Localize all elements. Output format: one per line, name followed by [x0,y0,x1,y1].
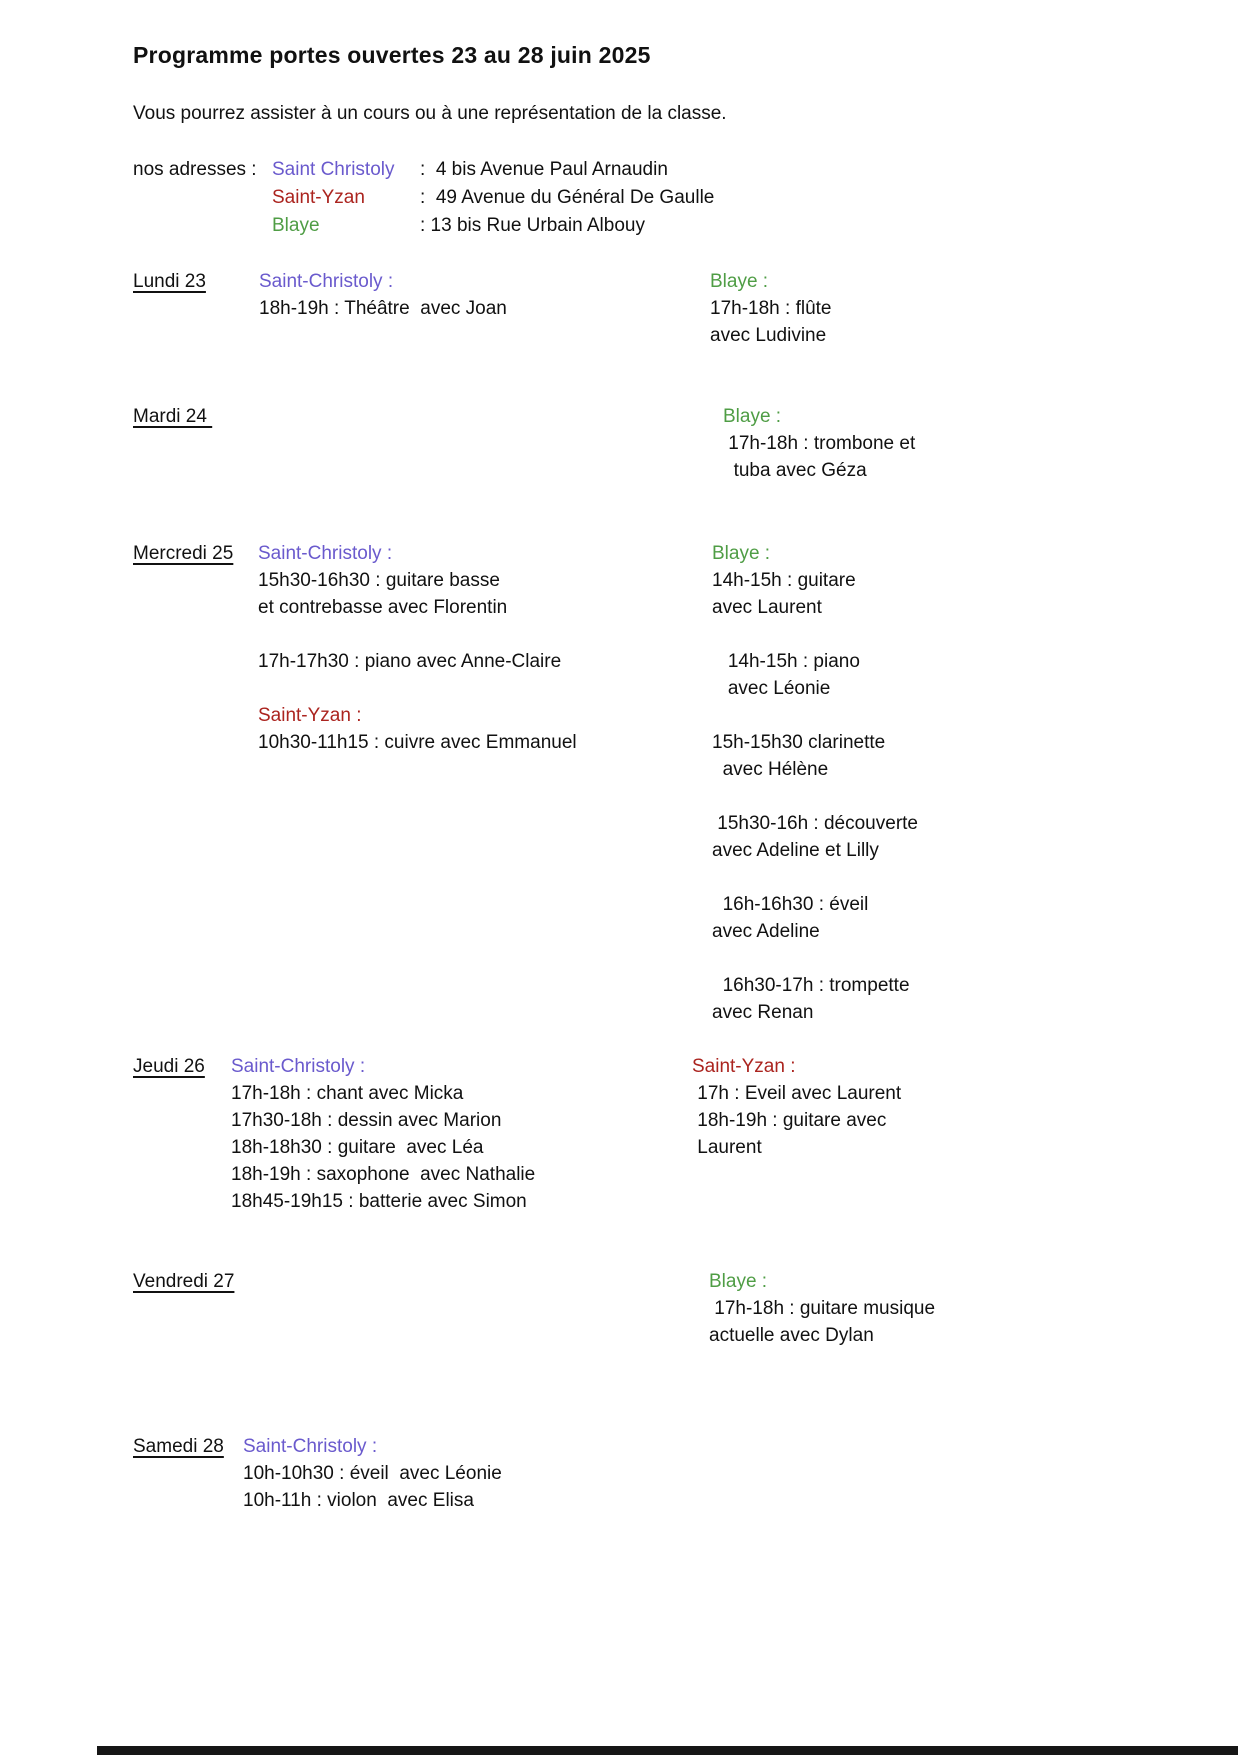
day-label: Vendredi 27 [133,1271,235,1292]
day-label: Lundi 23 [133,271,206,292]
site-label: Blaye : [723,406,782,427]
schedule-line: 10h30-11h15 : cuivre avec Emmanuel [258,732,577,753]
schedule-line: avec Laurent [712,597,822,618]
schedule-line: 16h30-17h : trompette [712,975,910,996]
schedule-line: 17h-18h : trombone et [723,433,916,454]
schedule-line: 15h30-16h30 : guitare basse [258,570,500,591]
schedule-line: 18h-18h30 : guitare avec Léa [231,1137,484,1158]
schedule-line: 17h : Eveil avec Laurent [692,1083,902,1104]
schedule-line: avec Adeline [712,921,820,942]
site-label: Blaye : [710,271,769,292]
site-name: Saint Christoly [272,159,395,180]
site-label: Blaye : [712,543,771,564]
site-label: Saint-Christoly : [243,1436,378,1457]
addresses-label [133,184,272,212]
schedule-line: avec Hélène [712,759,829,780]
addresses-label [133,212,272,240]
site-address: : 49 Avenue du Général De Gaulle [420,187,715,208]
schedule-line [258,621,577,648]
address-row [133,184,714,212]
schedule-line [258,675,577,702]
site-label: Saint-Yzan : [692,1056,796,1077]
day-label: Mercredi 25 [133,543,234,564]
schedule-line: avec Ludivine [710,325,827,346]
day-left-column [259,268,507,322]
schedule-line: avec Léonie [712,678,831,699]
day-left-column [231,1053,535,1215]
intro-text: Vous pourrez assister à un cours ou à une représentation de la classe. [133,103,727,124]
schedule-line: tuba avec Géza [723,460,867,481]
page-bottom-edge [97,1746,1238,1755]
day-label: Samedi 28 [133,1436,224,1457]
schedule-line: 18h-19h : Théâtre avec Joan [259,298,507,319]
day-right-column [710,268,831,349]
schedule-line: 10h-10h30 : éveil avec Léonie [243,1463,502,1484]
site-address: : 4 bis Avenue Paul Arnaudin [420,159,668,180]
schedule-line: 15h30-16h : découverte [712,813,918,834]
day-left-column [258,540,577,756]
page-title: Programme portes ouvertes 23 au 28 juin 2025 [133,42,651,68]
day-right-column [692,1053,901,1161]
schedule-line: 14h-15h : piano [712,651,860,672]
schedule-line: 17h-18h : guitare musique [709,1298,936,1319]
schedule-line: avec Renan [712,1002,814,1023]
day-right-column [723,403,915,484]
schedule-line: 18h45-19h15 : batterie avec Simon [231,1191,527,1212]
site-name: Saint-Yzan [272,187,365,208]
schedule-line: 17h-18h : flûte [710,298,832,319]
schedule-line: 17h-18h : chant avec Micka [231,1083,464,1104]
schedule-line [712,783,918,810]
addresses-block [133,156,714,240]
site-label: Saint-Yzan : [258,705,362,726]
site-label: Blaye : [709,1271,768,1292]
schedule-line [712,702,918,729]
addresses-label: nos adresses : [133,159,262,180]
day-label: Jeudi 26 [133,1056,205,1077]
schedule-line: 18h-19h : saxophone avec Nathalie [231,1164,536,1185]
schedule-line: actuelle avec Dylan [709,1325,874,1346]
schedule-line: 18h-19h : guitare avec [692,1110,887,1131]
site-address: : 13 bis Rue Urbain Albouy [420,215,645,236]
site-label: Saint-Christoly : [259,271,394,292]
day-right-column [709,1268,935,1349]
schedule-line: Laurent [692,1137,762,1158]
schedule-line [712,621,918,648]
day-right-column [712,540,918,1026]
site-label: Saint-Christoly : [258,543,393,564]
schedule-line: 16h-16h30 : éveil [712,894,869,915]
schedule-line [712,864,918,891]
day-left-column [243,1433,502,1514]
schedule-line: 17h-17h30 : piano avec Anne-Claire [258,651,562,672]
site-name: Blaye [272,215,320,236]
day-label: Mardi 24 [133,406,213,427]
schedule-line: 15h-15h30 clarinette [712,732,886,753]
schedule-line [712,945,918,972]
address-row [133,212,714,240]
schedule-line: avec Adeline et Lilly [712,840,879,861]
schedule-line: 14h-15h : guitare [712,570,856,591]
schedule-line: 17h30-18h : dessin avec Marion [231,1110,502,1131]
address-row [133,156,714,184]
schedule-line: et contrebasse avec Florentin [258,597,508,618]
site-label: Saint-Christoly : [231,1056,366,1077]
schedule-line: 10h-11h : violon avec Elisa [243,1490,474,1511]
